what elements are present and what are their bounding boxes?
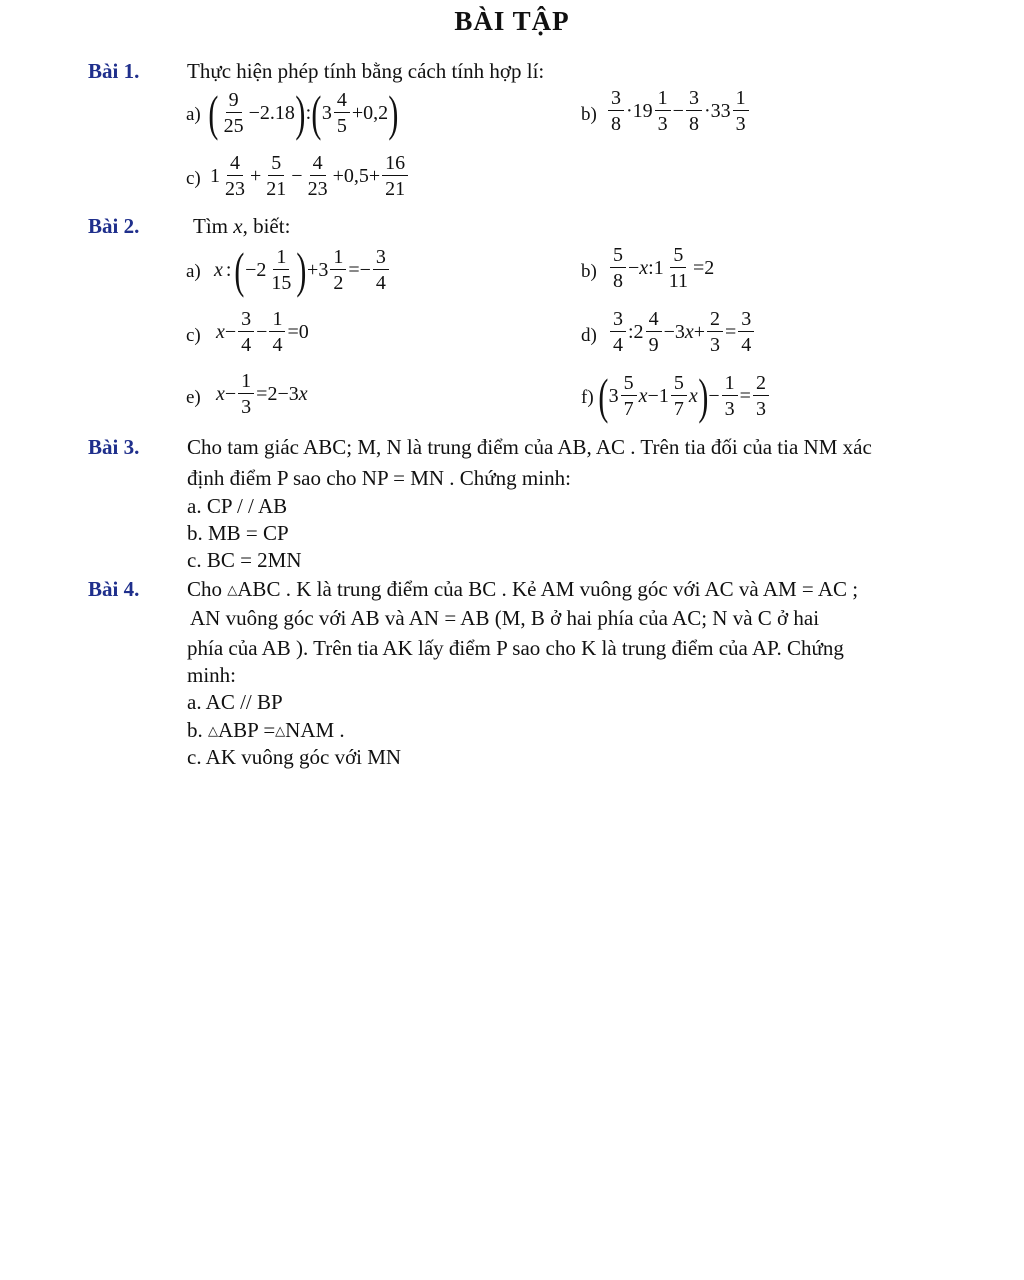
bai1-a-label: a) [186, 104, 201, 125]
bai3-item-c: c. BC = 2MN [187, 548, 302, 572]
bai3-line2: định điểm P sao cho NP = MN . Chứng minh: [187, 466, 571, 490]
bai4-line1: Cho △ABC . K là trung điểm của BC . Kẻ AM vuông góc với AC và AM = AC ; [187, 577, 859, 601]
bai1-a-expr: ( $\frac{9}{25}$ −2.18 ) : ( 3 $\frac{4}{5}$ +0,2 ) [208, 85, 399, 141]
bai2-c-label: c) [186, 325, 201, 346]
bai1-label: Bài 1. [88, 59, 140, 83]
bai3-item-b: b. MB = CP [187, 521, 289, 545]
bai4-label: Bài 4. [88, 577, 140, 601]
bai3-label: Bài 3. [88, 435, 140, 459]
bai4-line4: minh: [187, 663, 237, 687]
bai2-f-label: f) [581, 387, 594, 408]
bai2-b-expr: $\frac{5}{8}$ − x :1 $\frac{5}{11}$ =2 [608, 245, 714, 291]
bai2-label: Bài 2. [88, 214, 140, 238]
bai1-c-expr: 1 $\frac{4}{23}$ + $\frac{5}{21}$ − $\frac{4}{23}$ +0,5+ $\frac{16}{21}$ [210, 153, 410, 199]
bai2-c-expr: x − $\frac{3}{4}$ − $\frac{1}{4}$ =0 [216, 308, 309, 356]
bai2-f-expr: ( 3 $\frac{5}{7}$ x −1 $\frac{5}{7}$ x ) − $\frac{1}{3}$ = $\frac{2}{3}$ [598, 371, 771, 421]
page-title: BÀI TẬP [454, 6, 570, 36]
bai2-a-label: a) [186, 261, 201, 282]
bai2-e-label: e) [186, 387, 201, 408]
bai1-c-label: c) [186, 168, 201, 189]
bai1-intro: Thực hiện phép tính bằng cách tính hợp lí: [187, 59, 545, 83]
bai2-d-label: d) [581, 325, 597, 346]
bai3-item-a: a. CP / / AB [187, 494, 288, 518]
bai1-b-expr: $\frac{3}{8}$ ·19 $\frac{1}{3}$ − $\frac{3}{8}$ ·33 $\frac{1}{3}$ [606, 88, 751, 134]
bai4-item-b: b. △ABP =△NAM . [187, 718, 345, 742]
bai4-item-c: c. AK vuông góc với MN [187, 745, 402, 769]
bai1-b-label: b) [581, 104, 597, 125]
fraction: $\frac{9}{25}$ [223, 89, 244, 137]
bai2-b-label: b) [581, 261, 597, 282]
bai4-line2: AN vuông góc với AB và AN = AB (M, B ở hai phía của AC; N và C ở hai [190, 606, 820, 630]
triangle-icon: △ [208, 723, 218, 738]
bai2-e-expr: x − $\frac{1}{3}$ =2−3 x [216, 370, 308, 418]
bai2-intro: Tìm x, biết: [193, 214, 291, 238]
bai4-line3: phía của AB ). Trên tia AK lấy điểm P sao cho K là trung điểm của AP. Chứng [187, 636, 844, 660]
triangle-icon: △ [275, 723, 286, 738]
bai2-d-expr: $\frac{3}{4}$ :2 $\frac{4}{9}$ −3 x + $\frac{2}{3}$ = $\frac{3}{4}$ [608, 309, 756, 355]
triangle-icon: △ [227, 582, 238, 597]
bai4-item-a: a. AC // BP [187, 690, 283, 714]
fraction: $\frac{4}{5}$ [334, 90, 350, 136]
bai3-line1: Cho tam giác ABC; M, N là trung điểm của AB, AC . Trên tia đối của tia NM xác [187, 435, 872, 459]
bai2-a-expr: x : ( −2 $\frac{1}{15}$ ) +3 $\frac{1}{2}$ =− $\frac{3}{4}$ [214, 245, 391, 295]
